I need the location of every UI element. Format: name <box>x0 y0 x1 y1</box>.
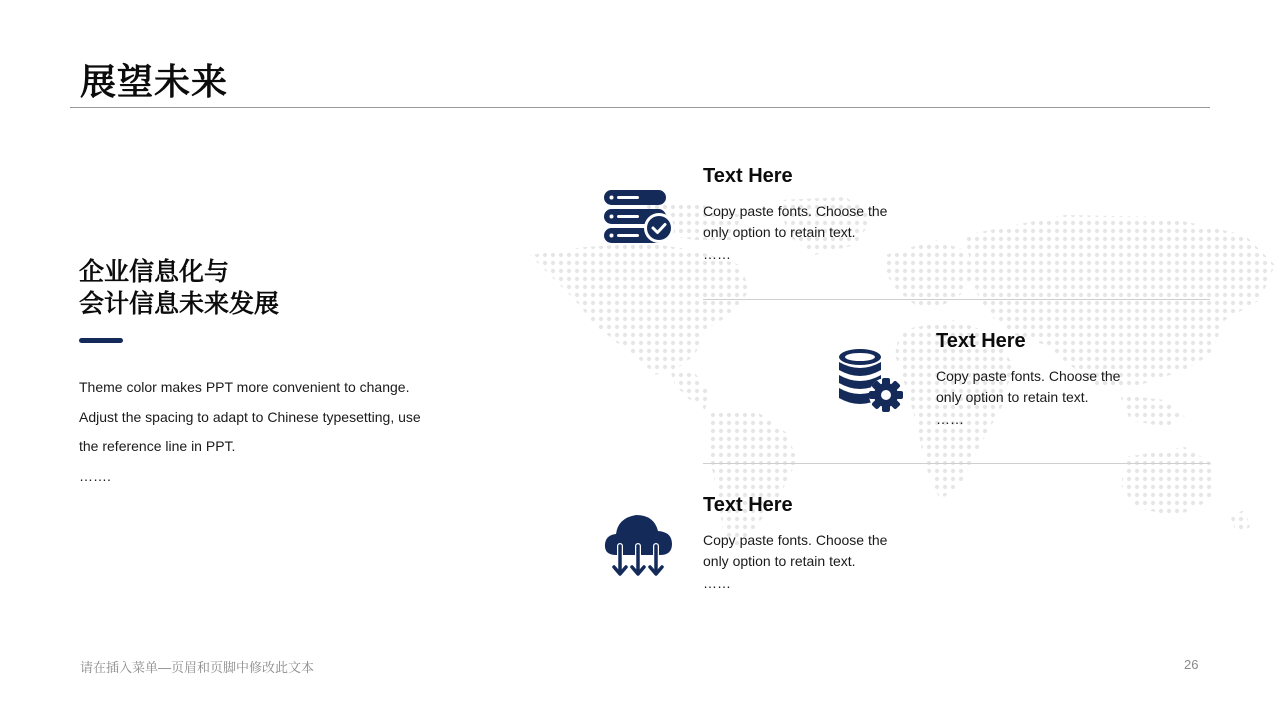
intro-body-line: the reference line in PPT. <box>79 438 236 454</box>
footer-text: 请在插入菜单—页眉和页脚中修改此文本 <box>80 660 315 675</box>
cloud-download-icon <box>604 513 674 579</box>
title-divider <box>70 107 1210 108</box>
slide-title: 展望未来 <box>80 61 229 102</box>
server-check-icon <box>604 189 674 245</box>
feature-ellipsis: …… <box>703 246 731 262</box>
feature-heading: Text Here <box>703 494 793 516</box>
feature-text <box>703 530 913 572</box>
feature-text-line: only option to retain text. <box>703 224 856 240</box>
page-number: 26 <box>1184 657 1199 672</box>
feature-heading: Text Here <box>936 330 1026 352</box>
database-gear-icon <box>838 348 908 414</box>
intro-section <box>79 256 459 491</box>
accent-bar <box>79 338 123 343</box>
intro-body-line: Theme color makes PPT more convenient to change. <box>79 379 410 395</box>
intro-body-line: Adjust the spacing to adapt to Chinese typesetting, use <box>79 408 421 425</box>
feature-ellipsis: …… <box>703 575 731 591</box>
intro-body <box>79 373 459 491</box>
feature-text-line: Copy paste fonts. Choose the <box>703 203 888 219</box>
feature-text <box>703 201 913 243</box>
intro-body-line: ……. <box>79 467 111 484</box>
intro-heading <box>79 256 459 320</box>
item-divider <box>703 463 1210 464</box>
feature-text <box>936 366 1146 408</box>
feature-text-line: only option to retain text. <box>703 553 856 569</box>
item-divider <box>703 299 1210 300</box>
feature-ellipsis: …… <box>936 411 964 427</box>
feature-text-line: only option to retain text. <box>936 389 1089 405</box>
intro-heading-line: 会计信息未来发展 <box>79 290 280 318</box>
feature-item-3 <box>703 492 913 594</box>
feature-heading: Text Here <box>703 165 793 187</box>
feature-text-line: Copy paste fonts. Choose the <box>703 532 888 548</box>
intro-heading-line: 企业信息化与 <box>79 258 230 286</box>
feature-item-2 <box>936 328 1146 430</box>
feature-item-1 <box>703 163 913 265</box>
feature-text-line: Copy paste fonts. Choose the <box>936 368 1121 384</box>
